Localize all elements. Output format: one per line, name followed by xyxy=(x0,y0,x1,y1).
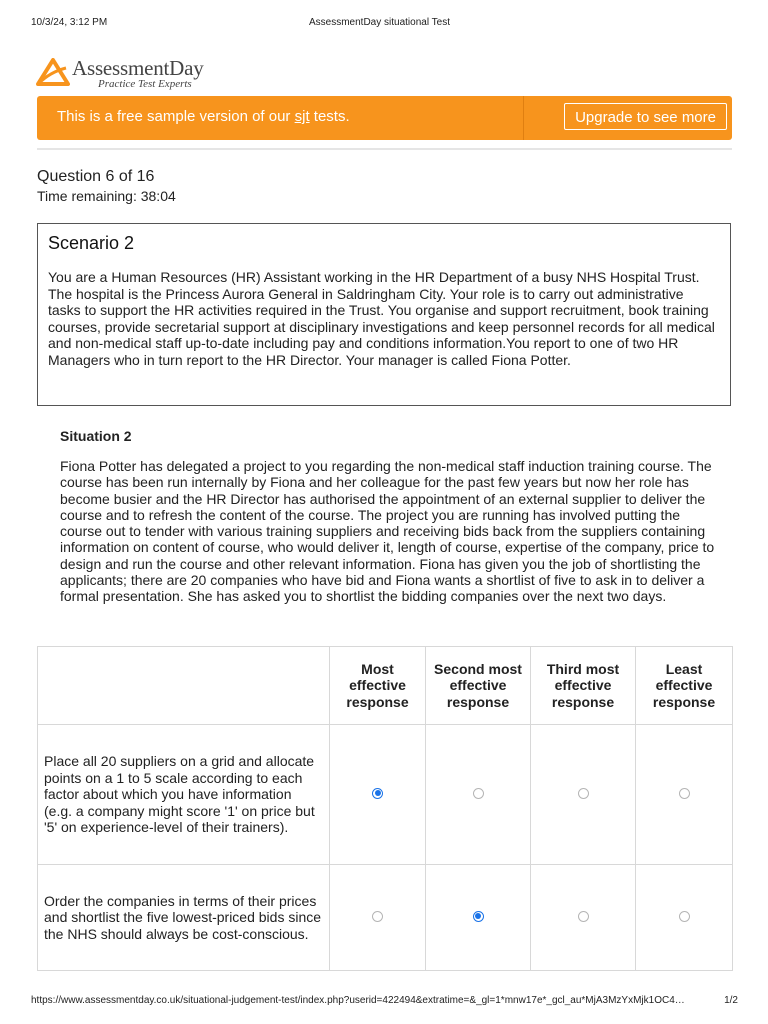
response-row xyxy=(38,865,733,971)
grid-header-blank xyxy=(38,647,330,725)
radio-second-most-effective[interactable] xyxy=(473,911,484,922)
column-most-effective: Most effective response xyxy=(330,647,426,725)
scenario-title: Scenario 2 xyxy=(48,233,135,253)
response-grid xyxy=(37,646,733,971)
scenario-box xyxy=(37,223,731,406)
situation-body: Fiona Potter has delegated a project to you regarding the non-medical staff induction training course. The course has been run internally by Fiona and her colleague for the past few years but now her role has become busier and the HR Director has authorised the appointment of an external supplier to deliver the course and to refresh the content of the course. The project you are running has involved putting the course out to tender with various training suppliers and receiving bids back from the suppliers containing information on content of course, who would deliver it, length of course, expertise of the company, price to design and run the course and other relevant information. Fiona has given you the job of shortlisting the applicants; there are 20 companies who have bid and Fiona wants a shortlist of five to ask in to deliver a formal presentation. She has asked you to shortlist the bidding companies over the next two days. xyxy=(60,458,715,605)
response-text: Order the companies in terms of their prices and shortlist the five lowest-priced bids since the NHS should always be cost-conscious. xyxy=(38,865,330,971)
column-third-most-effective: Third most effective response xyxy=(531,647,636,725)
radio-third-most-effective[interactable] xyxy=(578,911,589,922)
logo-triangle-icon xyxy=(36,58,70,86)
upgrade-button[interactable]: Upgrade to see more xyxy=(564,103,727,130)
column-least-effective: Least effective response xyxy=(636,647,733,725)
question-info xyxy=(37,168,176,204)
grid-header-row xyxy=(38,647,733,725)
print-page-number: 1/2 xyxy=(724,995,738,1006)
radio-third-most-effective[interactable] xyxy=(578,788,589,799)
column-second-most-effective: Second most effective response xyxy=(426,647,531,725)
response-row xyxy=(38,725,733,865)
scenario-body: You are a Human Resources (HR) Assistant working in the HR Department of a busy NHS Hospital Trust. The hospital is the Princess Aurora General in Saldringham City. Your role is to carry out administrative tasks to support the HR activities required in the Trust. You organise and support recruitment, book training courses, provide secretarial support at disciplinary investigations and keep personnel records for all medical and non-medical staff up-to-date including pay and conditions information.You report to one of two HR Managers who in turn report to the HR Director. Your manager is called Fiona Potter. xyxy=(48,269,715,368)
radio-least-effective[interactable] xyxy=(679,911,690,922)
response-text: Place all 20 suppliers on a grid and allocate points on a 1 to 5 scale according to each factor about which you have information (e.g. a company might score '1' on price but '5' on experience-level of their trainers). xyxy=(38,725,330,865)
logo-brand: AssessmentDay xyxy=(72,56,204,80)
header-divider xyxy=(37,148,732,150)
print-page-title: AssessmentDay situational Test xyxy=(309,17,450,28)
radio-most-effective[interactable] xyxy=(372,788,383,799)
situation-title: Situation 2 xyxy=(60,428,132,444)
radio-second-most-effective[interactable] xyxy=(473,788,484,799)
radio-most-effective[interactable] xyxy=(372,911,383,922)
situation-section xyxy=(60,428,720,605)
question-counter: Question 6 of 16 xyxy=(37,168,155,185)
logo[interactable] xyxy=(36,52,216,92)
print-url: https://www.assessmentday.co.uk/situational-judgement-test/index.php?userid=422494&extratime=&_gl=1*mnw17e*_gcl_au*MjA3MzYxMjk1OC4… xyxy=(31,995,685,1006)
banner-sjt-link[interactable]: sjt xyxy=(294,108,310,125)
print-header xyxy=(31,17,728,31)
banner-text-after: tests. xyxy=(309,108,350,125)
time-remaining: Time remaining: 38:04 xyxy=(37,188,176,204)
banner-divider xyxy=(523,96,524,140)
sample-banner xyxy=(37,96,732,140)
print-datetime: 10/3/24, 3:12 PM xyxy=(31,17,108,28)
radio-least-effective[interactable] xyxy=(679,788,690,799)
logo-tagline: Practice Test Experts xyxy=(98,78,192,90)
banner-text-before: This is a free sample version of our xyxy=(57,108,295,125)
print-footer xyxy=(31,995,738,1009)
banner-text xyxy=(57,108,350,125)
